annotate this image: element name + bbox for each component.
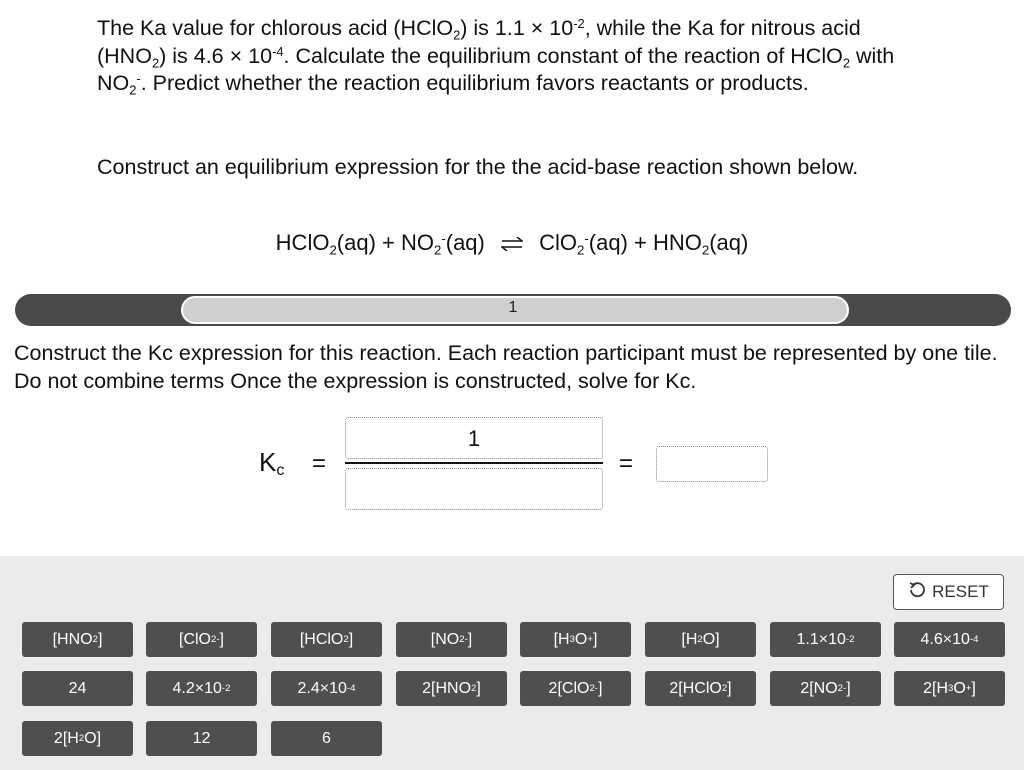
- reset-button[interactable]: [893, 574, 1004, 610]
- step-progress-bar: [15, 294, 1011, 326]
- step-number: 1: [508, 299, 518, 316]
- answer-tile[interactable]: 2[H 3 O + ]: [894, 671, 1005, 706]
- answer-tile[interactable]: 12: [146, 721, 257, 756]
- undo-icon: [908, 581, 926, 604]
- answer-tile[interactable]: 4.6×10 -4: [894, 622, 1005, 657]
- answer-tile[interactable]: 6: [271, 721, 382, 756]
- answer-tile[interactable]: [H 2 O ]: [645, 622, 756, 657]
- answer-tile[interactable]: [H 3 O + ]: [520, 622, 631, 657]
- denominator-drop-zone[interactable]: [345, 468, 603, 510]
- answer-tile[interactable]: 2[ClO 2 - ]: [520, 671, 631, 706]
- reset-label: RESET: [932, 582, 989, 601]
- fraction-bar: [345, 462, 603, 464]
- kc-label: $K_c$: [259, 447, 285, 480]
- answer-tile[interactable]: [NO 2 - ]: [396, 622, 507, 657]
- numerator-value: 1: [467, 426, 481, 451]
- equilibrium-arrow-icon: [501, 231, 523, 257]
- question-paragraph-2: Construct an equilibrium expression for the the acid-base reaction shown below.: [97, 155, 859, 179]
- answer-tile[interactable]: [HNO 2 ]: [22, 622, 133, 657]
- answer-tile[interactable]: 2[HClO 2 ]: [645, 671, 756, 706]
- answer-tile[interactable]: [ClO 2 - ]: [146, 622, 257, 657]
- answer-drop-zone[interactable]: [656, 446, 768, 482]
- answer-tile[interactable]: 2[H 2 O ]: [22, 721, 133, 756]
- instruction-text: Construct the Kc expression for this reaction. Each reaction participant must be represented by one tile. Do not combine terms Once the expression is constructed, solve for Kc.: [14, 341, 998, 393]
- answer-tile[interactable]: 2[HNO 2 ]: [396, 671, 507, 706]
- answer-equals-sign: =: [619, 450, 634, 477]
- answer-tile[interactable]: 2.4×10 -4: [271, 671, 382, 706]
- answer-tile[interactable]: [HClO 2 ]: [271, 622, 382, 657]
- equals-sign: =: [312, 450, 327, 477]
- answer-tile[interactable]: 24: [22, 671, 133, 706]
- numerator-drop-zone[interactable]: [345, 417, 603, 459]
- answer-tile[interactable]: 4.2×10 -2: [146, 671, 257, 706]
- answer-tile[interactable]: 1.1×10 -2: [770, 622, 881, 657]
- question-paragraph-1: The Ka value for chlorous acid (HClO$_2$) is $1.1 \times 10^{-2}$, while the Ka for nitrous acid $(HNO_2)$ is $4.6 \times 10^{-4}$. Calculate the equilibrium constant of the reaction of HClO$_2$ with $NO_2^-$. Predict whether the reaction equilibrium favors reactants or products.: [97, 15, 895, 98]
- reaction-equation: HClO$_2$(aq) + $NO_2^-(aq) ClO_2^-(aq) + HNO_2(aq)$: [275, 230, 749, 258]
- answer-tile[interactable]: 2[NO 2 - ]: [770, 671, 881, 706]
